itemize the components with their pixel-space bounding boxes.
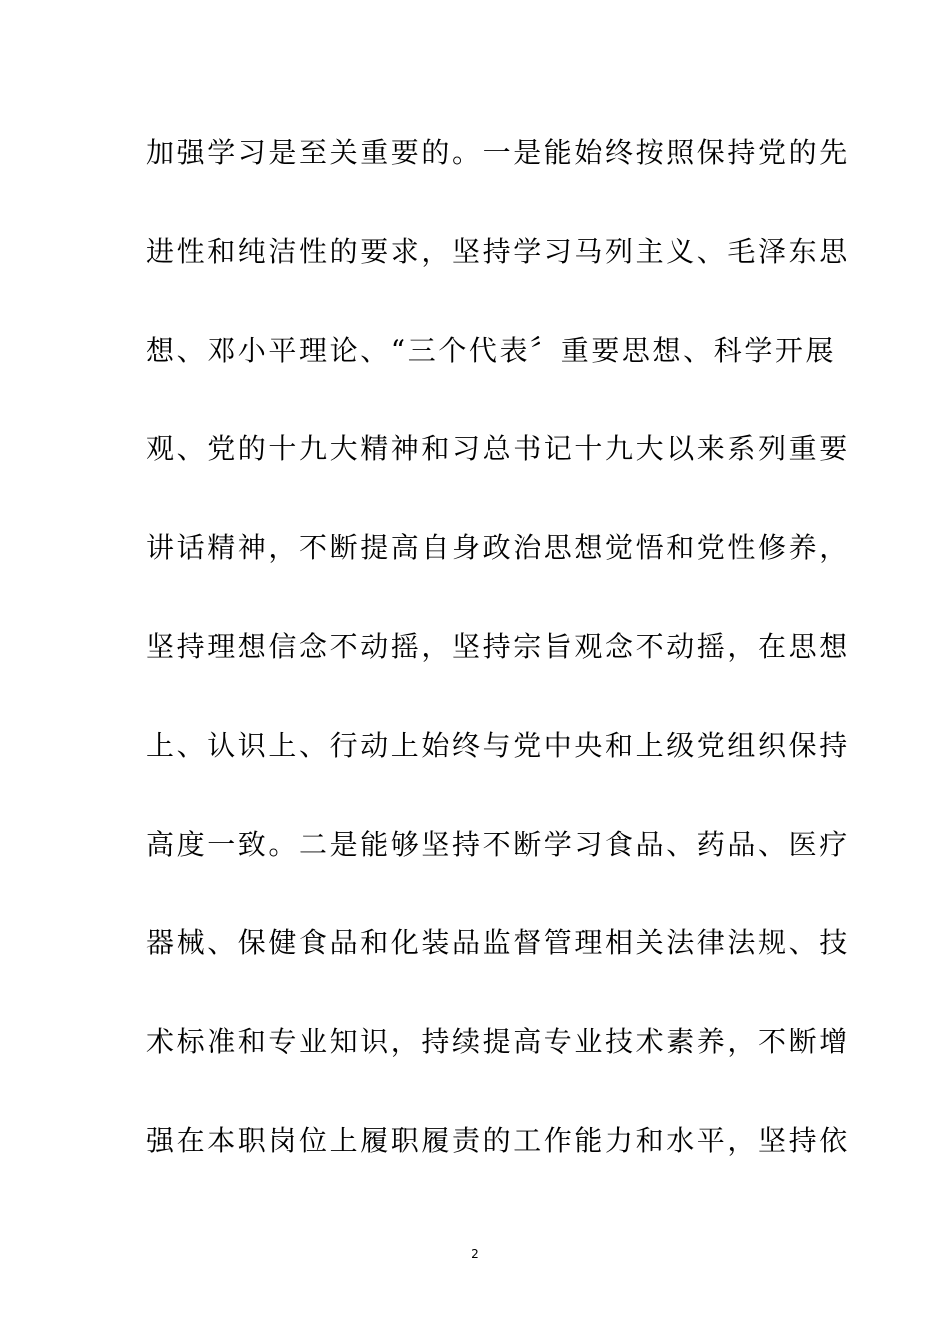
text-line: 想、邓小平理论、“三个代表〞重要思想、科学开展 — [146, 333, 837, 367]
text-line: 上、认识上、行动上始终与党中央和上级党组织保持 — [146, 728, 850, 762]
text-line: 讲话精神，不断提高自身政治思想觉悟和党性修养， — [146, 531, 850, 565]
text-line: 进性和纯洁性的要求，坚持学习马列主义、毛泽东思 — [146, 234, 850, 268]
text-line: 坚持理想信念不动摇，坚持宗旨观念不动摇，在思想 — [146, 629, 850, 663]
text-line: 观、党的十九大精神和习总书记十九大以来系列重要 — [146, 432, 850, 466]
text-line: 器械、保健食品和化装品监督管理相关法律法规、技 — [146, 926, 850, 960]
body-text — [146, 127, 850, 1214]
text-line: 高度一致。二是能够坚持不断学习食品、药品、医疗 — [146, 827, 850, 861]
text-line: 强在本职岗位上履职履责的工作能力和水平，坚持依 — [146, 1123, 850, 1157]
page-number: 2 — [471, 1247, 479, 1261]
text-line: 加强学习是至关重要的。一是能始终按照保持党的先 — [146, 136, 850, 169]
text-line: 术标准和专业知识，持续提高专业技术素养，不断增 — [146, 1025, 850, 1059]
